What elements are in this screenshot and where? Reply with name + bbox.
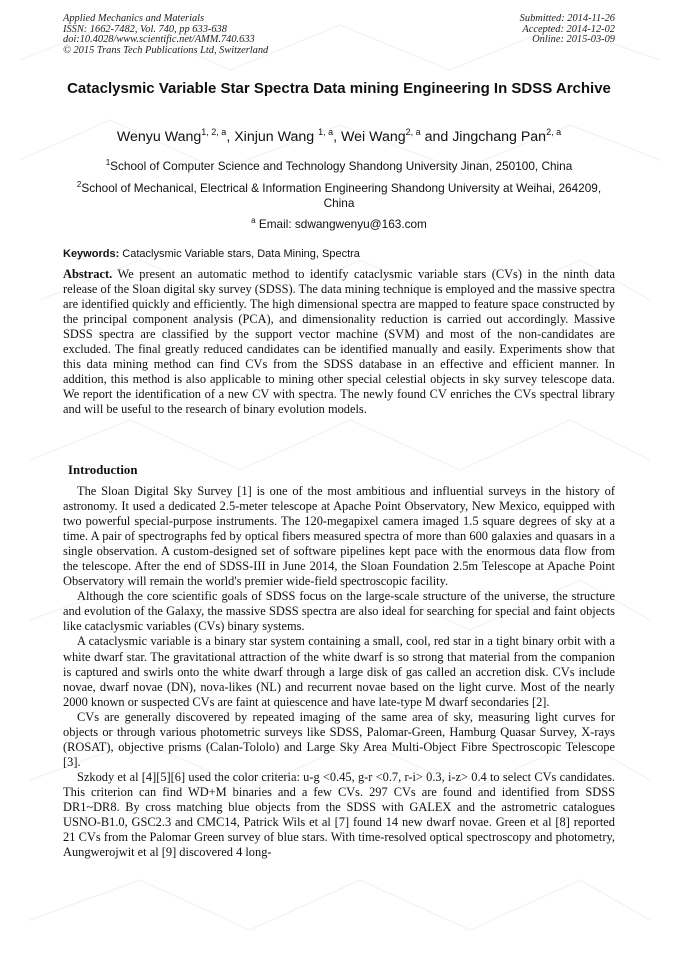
affiliation-text: School of Mechanical, Electrical & Information Engineering Shandong University at Weihai, 264209, China [81,181,602,210]
author-separator: and [420,129,453,145]
author-name: Jingchang Pan [452,129,547,145]
body-paragraph: The Sloan Digital Sky Survey [1] is one of the most ambitious and influential surveys in the history of astronomy. It used a dedicated 2.5-meter telescope at Apache Point Observatory, New Mexico, equipped with two powerful special-purpose instruments. The 120-megapixel camera imaged 1.5 square degrees of sky at a time. A pair of spectrographs fed by optical fibers measured spectra of more than 600 galaxies and quasars in a single observation. A custom-designed set of software pipelines kept pace with the enormous data flow from the telescope. After the end of SDSS-III in June 2014, the Sloan Foundation 2.5m Telescope at Apache Point Observatory will remain the world's premier wide-field spectroscopic facility. [63,484,615,589]
body-paragraph: A cataclysmic variable is a binary star system containing a small, cool, red star in a tight binary orbit with a white dwarf star. The gravitational attraction of the white dwarf is so strong that material from the companion is captured and swirls onto the white dwarf through a large disk of gas called an accretion disk. CVs include novae, dwarf novae (DN), nova-likes (NL) and recurrent novae based on the light curve. Most of the nearly 2000 known or suspected CVs are faint at quiescence and have late-type M dwarf secondaries [2]. [63,634,615,709]
body-paragraph: Although the core scientific goals of SDSS focus on the large-scale structure of the universe, the structure and evolution of the Galaxy, the massive SDSS spectra are also ideal for searching for special and faint objects like cataclysmic variables (CVs) binary systems. [63,589,615,634]
author-name: Wei Wang [340,129,406,145]
copyright-line: © 2015 Trans Tech Publications Ltd, Switzerland [63,44,269,56]
affiliation-text: School of Computer Science and Technology Shandong University Jinan, 250100, China [110,159,573,173]
author-separator: , [226,129,235,145]
paper-title: Cataclysmic Variable Star Spectra Data mining Engineering In SDSS Archive [67,80,611,97]
abstract-label: Abstract. [63,267,113,281]
journal-header [63,14,268,56]
author-list [60,127,618,145]
author-affil-sup: 1, a [318,127,334,137]
keywords-label: Keywords: [63,248,120,260]
abstract-paragraph [63,267,615,417]
keywords-line [63,248,360,260]
affiliation-1 [70,155,608,174]
author-affil-sup: 1, 2, a [201,127,227,137]
email-text: Email: sdwangwenyu@163.com [255,217,427,231]
online-date: Online: 2015-03-09 [532,34,615,46]
dates-header [520,14,615,46]
author-name: Wenyu Wang [116,129,202,145]
abstract-text: We present an automatic method to identify cataclysmic variable stars (CVs) in the ninth data release of the Sloan digital sky survey (SDSS). The data mining technique is employed and the massive spectra are identified quickly and efficiently. The high dimensional spectra are mapped to feature space constructed by the principal component analysis (PCA), and dimensionality reduction is carried out accordingly. Massive SDSS spectra are classified by the support vector machine (SVM) and most of the non-candidates are excluded. The final greatly reduced candidates can be identified manually and easily. Experiments show that this data mining method can find CVs from the SDSS database in an effective and efficient manner. In addition, this method is also applicable to mining other special celestial objects in sky survey telescope data. We report the identification of a new CV with spectra. The newly found CV enriches the CVs spectral library and will be useful to the research of binary evolution models. [63,267,615,417]
author-email [70,213,608,232]
affiliation-sup: 2 [76,180,82,189]
issn-line: ISSN: 1662-7482, Vol. 740, pp 633-638 [63,23,227,35]
author-affil-sup: 2, a [546,127,562,137]
author-name: Xinjun Wang [234,129,319,145]
keywords-text: Cataclysmic Variable stars, Data Mining, Spectra [119,248,360,260]
author-affil-sup: 2, a [405,127,421,137]
doi-line: doi:10.4028/www.scientific.net/AMM.740.633 [63,34,255,46]
section-heading: Introduction [68,463,138,477]
journal-name: Applied Mechanics and Materials [63,13,205,24]
author-separator: , [333,129,341,145]
introduction-body [63,484,615,860]
body-paragraph: Szkody et al [4][5][6] used the color criteria: u-g <0.45, g-r <0.7, r-i> 0.3, i-z> 0.4 to select CVs candidates. This criterion can find WD+M binaries and a few CVs. 297 CVs are found and identified from SDSS DR1~DR8. By cross matching blue objects from the SDSS with GALEX and the astrometric catalogues USNO-B1.0, GSC2.3 and CMC14, Patrick Wils et al [7] found 14 new dwarf novae. Green et al [8] reported 21 CVs from the Palomar Green survey of blue stars. With time-resolved optical spectroscopy and photometry, Aungwerojwit et al [9] discovered 4 long- [63,769,615,860]
affiliation-sup: 1 [105,158,111,167]
body-paragraph: CVs are generally discovered by repeated imaging of the same area of sky, measuring light curves for objects or through various photometric surveys like SDSS, Palomar-Green, Hamburg Quasar Survey, X-rays (ROSAT), objective prisms (Calan-Tololo) and Large Sky Area Multi-Object Fibre Spectroscopic Telescope [3]. [63,709,615,769]
submitted-date: Submitted: 2014-11-26 [519,13,615,24]
affiliation-2 [70,177,608,211]
accepted-date: Accepted: 2014-12-02 [522,23,615,35]
email-sup: a [251,216,256,225]
